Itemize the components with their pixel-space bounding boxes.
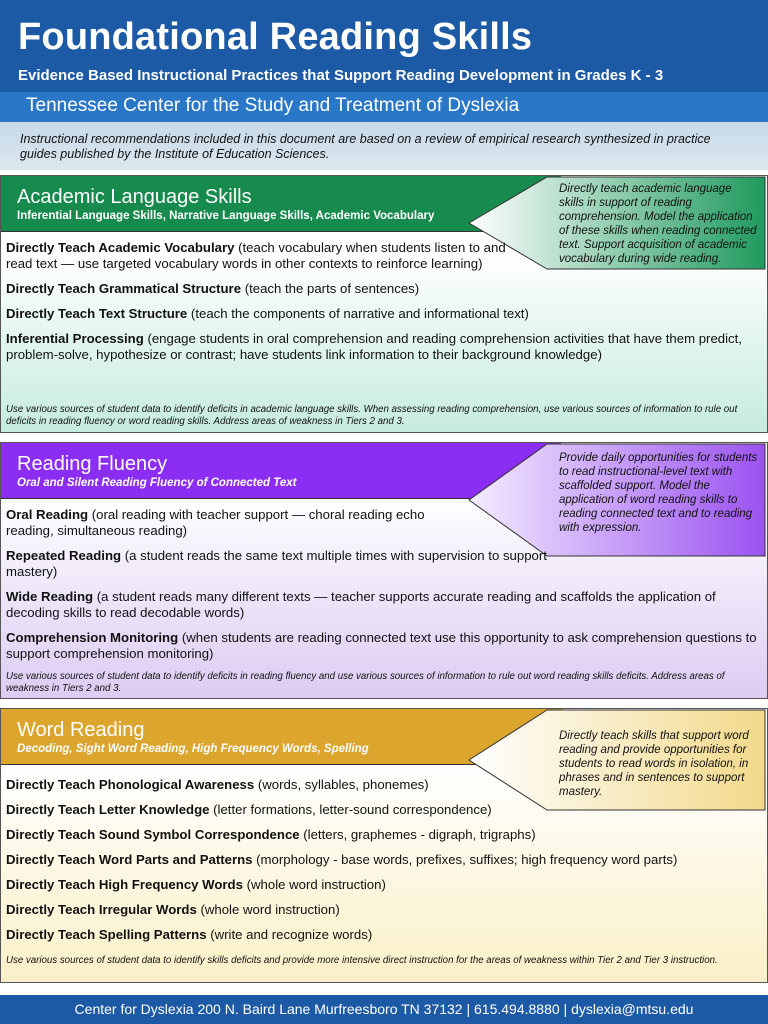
skill-item: Directly Teach Phonological Awareness (words, syllables, phonemes) — [6, 777, 429, 792]
section-note: Use various sources of student data to identify deficits in reading fluency and use various sources of information to rule out word reading skills deficits. Address areas of weakness in Tiers 2 and 3. — [6, 671, 725, 694]
skill-item: Directly Teach Letter Knowledge (letter formations, letter-sound correspondence) — [6, 802, 492, 817]
section-academic-language — [0, 175, 768, 433]
skill-item: Directly Teach Word Parts and Patterns (morphology - base words, prefixes, suffixes; high frequency word parts) — [6, 852, 678, 867]
skill-item: Wide Reading (a student reads many different texts — teacher supports accurate reading and scaffolds the application of decoding skills to read decodable words) — [6, 589, 716, 620]
skill-item: Directly Teach Academic Vocabulary (teach vocabulary when students listen to and read text — use targeted vocabulary words in other contexts to reinforce learning) — [6, 240, 506, 271]
page-title: Foundational Reading Skills — [18, 16, 533, 58]
page-subtitle: Evidence Based Instructional Practices that Support Reading Development in Grades K - 3 — [18, 67, 664, 84]
skill-item: Directly Teach Irregular Words (whole word instruction) — [6, 902, 340, 917]
skill-item: Directly Teach Text Structure (teach the components of narrative and informational text) — [6, 306, 529, 321]
skill-item: Directly Teach Grammatical Structure (teach the parts of sentences) — [6, 281, 420, 296]
callout-text: Directly teach skills that support word reading and provide opportunities for students to read words in isolation, in phrases and in sentences to support mastery. — [559, 730, 749, 798]
section-title: Word Reading — [17, 719, 145, 741]
skill-item: Oral Reading (oral reading with teacher support — choral reading echo reading, simultaneous reading) — [6, 507, 425, 538]
callout-text: Provide daily opportunities for students to read instructional-level text with scaffolded support. Model the application of word reading skills to reading connected text and to reading with expression. — [559, 452, 758, 534]
section-subtitle: Inferential Language Skills, Narrative Language Skills, Academic Vocabulary — [17, 210, 435, 222]
section-word-reading — [0, 708, 768, 983]
skill-item: Directly Teach Spelling Patterns (write and recognize words) — [6, 927, 373, 942]
callout-text: Directly teach academic language skills in support of reading comprehension. Model the application of these skills when reading connected text. Support acquisition of academic vocabulary during wide reading. — [559, 183, 757, 265]
skill-item: Repeated Reading (a student reads the same text multiple times with supervision to support mastery) — [6, 548, 547, 579]
skill-list — [6, 777, 761, 952]
skill-list — [6, 507, 761, 671]
skill-list — [6, 240, 761, 372]
footer-contact: Center for Dyslexia 200 N. Baird Lane Murfreesboro TN 37132 | 615.494.8880 | dyslexia@mtsu.edu — [74, 1001, 694, 1017]
skill-item: Comprehension Monitoring (when students are reading connected text use this opportunity to ask comprehension questions to support comprehension monitoring) — [6, 630, 757, 661]
section-subtitle: Oral and Silent Reading Fluency of Connected Text — [17, 477, 297, 489]
section-subtitle: Decoding, Sight Word Reading, High Frequency Words, Spelling — [17, 743, 369, 755]
section-note: Use various sources of student data to identify skills deficits and provide more intensive direct instruction for the areas of weakness within Tier 2 and Tier 3 instruction. — [6, 955, 718, 966]
skill-item: Directly Teach Sound Symbol Correspondence (letters, graphemes - digraph, trigraphs) — [6, 827, 536, 842]
section-title: Academic Language Skills — [17, 186, 252, 208]
document-header — [0, 0, 768, 92]
document-footer — [0, 995, 768, 1024]
section-reading-fluency — [0, 442, 768, 699]
organization-bar — [0, 92, 768, 122]
section-title: Reading Fluency — [17, 453, 168, 475]
skill-item: Inferential Processing (engage students in oral comprehension and reading comprehension activities that have them predict, problem-solve, hypothesize or contrast; have students link information to their background knowledge) — [6, 331, 742, 362]
skill-item: Directly Teach High Frequency Words (whole word instruction) — [6, 877, 386, 892]
organization-name: Tennessee Center for the Study and Treatment of Dyslexia — [26, 95, 520, 116]
section-note: Use various sources of student data to identify deficits in academic language skills. When assessing reading comprehension, use various sources of information to rule out deficits in reading fluency or word reading skills. Address areas of weakness in Tiers 2 and 3. — [6, 404, 738, 427]
intro-box — [0, 122, 768, 170]
intro-text: Instructional recommendations included in this document are based on a review of empirical research synthesized in practice guides published by the Institute of Education Sciences. — [20, 132, 711, 161]
